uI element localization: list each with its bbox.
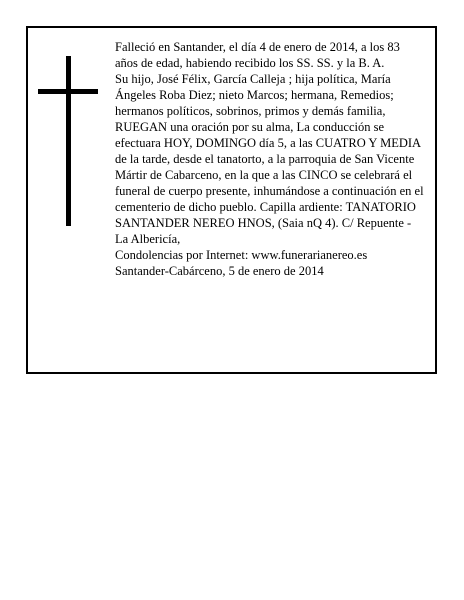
condolences-line: Condolencias por Internet: www.funerarianereo.es [115,248,368,262]
cross-horizontal-bar [38,89,98,94]
notice-text [115,39,425,279]
cross-icon [38,56,98,226]
place-date-line: Santander-Cabárceno, 5 de enero de 2014 [115,264,324,278]
death-announcement-paragraph: Falleció en Santander, el día 4 de enero de 2014, a los 83 años de edad, habiendo recibido los SS. SS. y la B. A. [115,40,400,70]
obituary-notice [26,26,437,374]
cross-vertical-bar [66,56,71,226]
family-and-funeral-paragraph: Su hijo, José Félix, García Calleja ; hija política, María Ángeles Roba Diez; nieto Marcos; hermana, Remedios; hermanos políticos, sobrinos, primos y demás familia, RUEGAN una oración por su alma, La conducción se efectuara HOY, DOMINGO día 5, a las CUATRO Y MEDIA de la tarde, desde el tanatorto, a la parroquia de San Vicente Mártir de Cabarceno, en la que a las CINCO se celebrará el funeral de cuerpo presente, inhumándose a continuación en el cementerio de dicho pueblo. Capilla ardiente: TANATORIO SANTANDER NEREO HNOS, (Saia nQ 4). C/ Repuente - La Albericía, [115,72,424,246]
